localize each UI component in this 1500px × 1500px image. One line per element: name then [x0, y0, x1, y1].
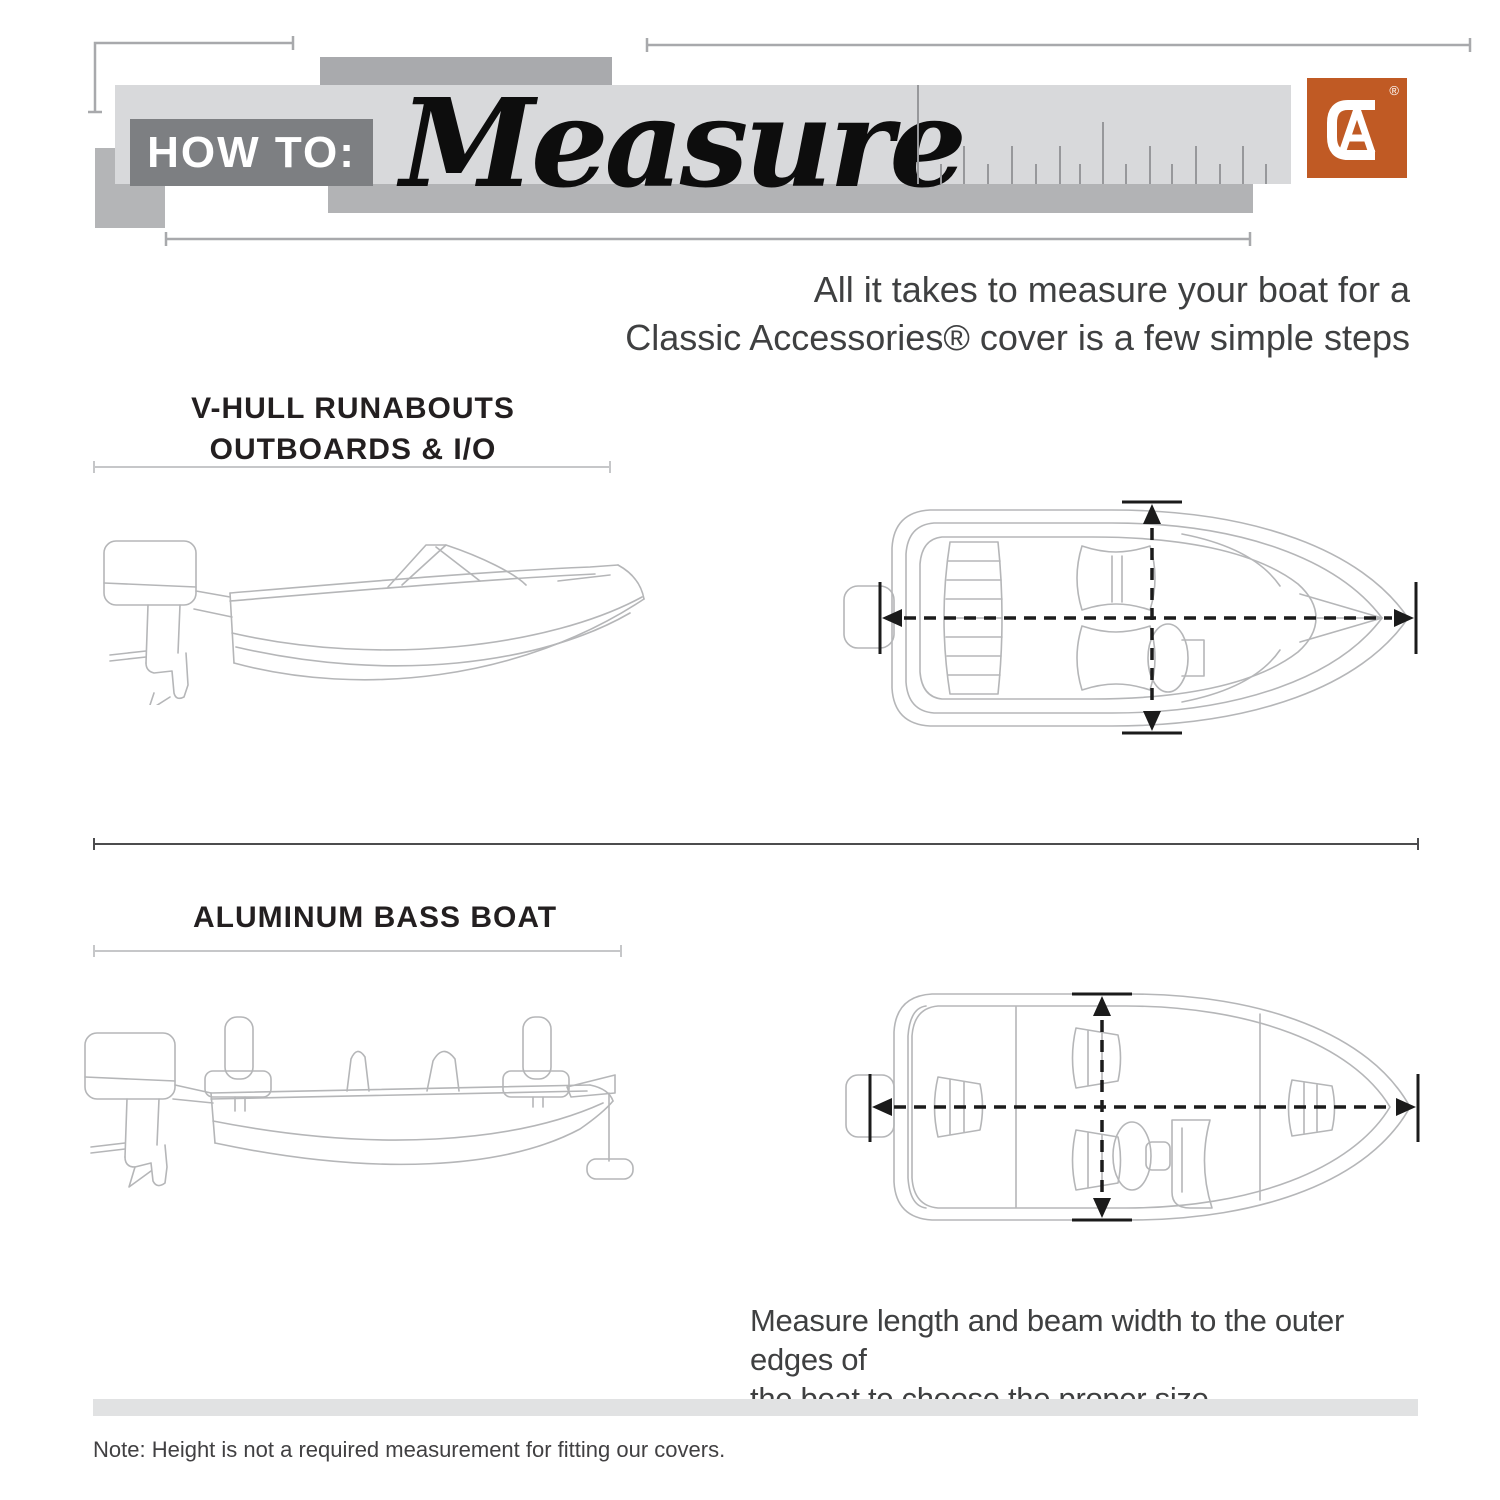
vhull-side-view-illustration [90, 535, 650, 705]
bass-section-heading: ALUMINUM BASS BOAT [193, 901, 558, 934]
classic-accessories-logo [1307, 78, 1407, 178]
bass-measure-underline [93, 950, 622, 952]
vhull-top-view-illustration [830, 490, 1440, 750]
registered-mark: ® [1389, 83, 1399, 98]
vhull-section-heading [93, 388, 613, 470]
dimension-line-top-right [647, 38, 1470, 52]
bottom-bar [93, 1399, 1418, 1416]
vhull-measure-underline [93, 466, 611, 468]
intro-line-1: All it takes to measure your boat for a [813, 269, 1410, 310]
kicker-box [130, 119, 373, 186]
vhull-heading-line-2: OUTBOARDS & I/O [209, 433, 497, 466]
section-divider [93, 843, 1419, 845]
intro-text [500, 266, 1410, 362]
bass-top-view-illustration [830, 980, 1440, 1235]
dimension-line-header-bottom [166, 232, 1250, 246]
bass-side-view-illustration [75, 1005, 645, 1195]
kicker-label: HOW TO: [147, 127, 356, 177]
vhull-heading-line-1: V-HULL RUNABOUTS [191, 392, 515, 425]
page-title: Measure [400, 71, 963, 215]
intro-line-2: Classic Accessories® cover is a few simple steps [625, 317, 1410, 358]
instruction-line-1: Measure length and beam width to the outer edges of [750, 1303, 1345, 1377]
length-measure-arrow [870, 1074, 1418, 1142]
note-text: Note: Height is not a required measurement for fitting our covers. [93, 1437, 726, 1462]
